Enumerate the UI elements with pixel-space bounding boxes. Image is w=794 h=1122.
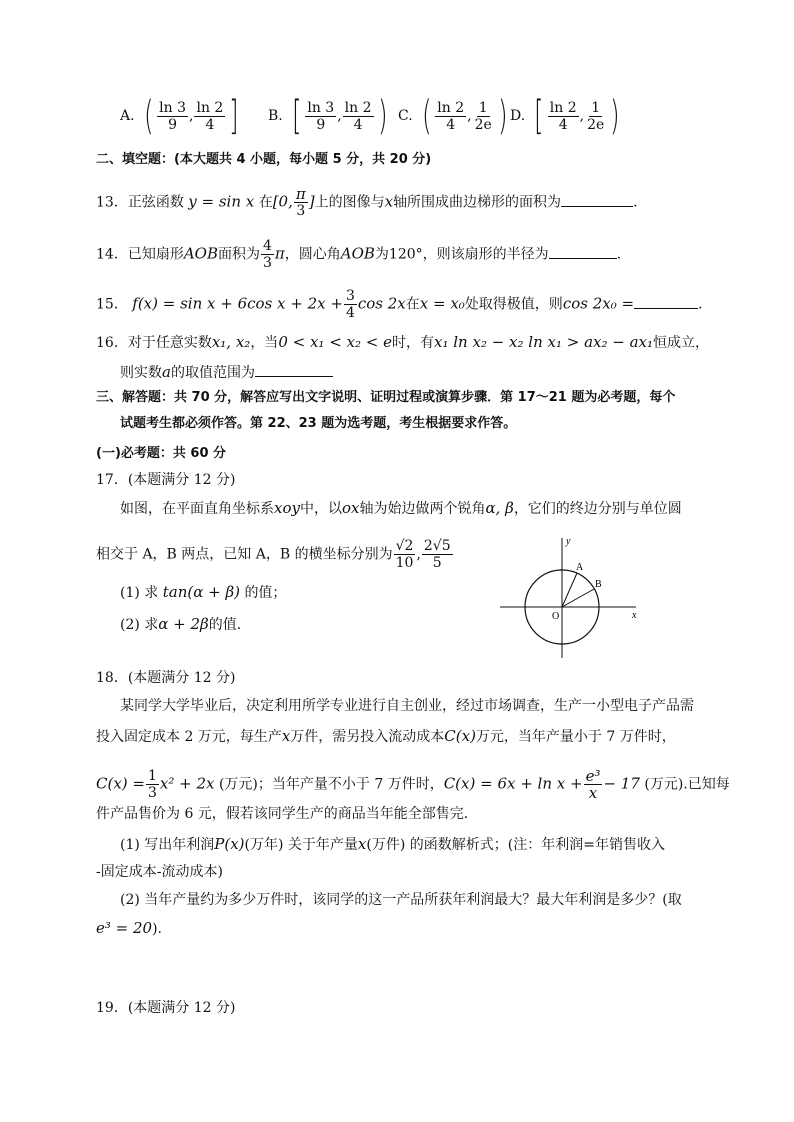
question-14: 14．已知扇形AOB面积为 $\frac{4}{3}$ π，圆心角AOB为120°，则该扇形的半径为 . <box>96 238 622 271</box>
required-questions-heading: (一)必考题：共 60 分 <box>96 446 227 461</box>
question-18-sub2-cont: e³ = 20). <box>96 919 163 937</box>
question-18-sub1-cont: -固定成本-流动成本) <box>96 864 223 880</box>
question-19-head: 19．(本题满分 12 分) <box>96 1000 236 1016</box>
fraction: $\frac{\ln 2}{4}$ <box>437 99 465 133</box>
question-18-formula-line: C(x) = $\frac{1}{3}$ x² + 2x (万元)；当年产量不小于 7 万件时，C(x) = 6x + ln x + $\frac{\text{e³}}{x}$ − 17 (万元).已知每 <box>96 767 730 802</box>
question-18-line2: 投入固定成本 2 万元，每生产x万件，需另投入流动成本C(x)万元，当年产量小于 7 万件时， <box>96 727 676 745</box>
question-17-line1: 如图，在平面直角坐标系xoy中，以ox轴为始边做两个锐角α, β，它们的终边分别与单位圆 <box>120 499 682 517</box>
option-b: B. [ $\frac{\ln 3}{9}$ , $\frac{\ln 2}{4}$ ) <box>268 93 388 139</box>
question-17-sub2: (2) 求α + 2β的值. <box>120 615 242 633</box>
question-16: 16．对于任意实数x₁, x₂，当0 < x₁ < x₂ < e时，有x₁ ln x₂ − x₂ ln x₁ > ax₂ − ax₁恒成立， <box>96 333 710 351</box>
fraction: $\frac{\ln 3}{9}$ <box>159 99 187 133</box>
question-18-line4: 件产品售价为 6 元，假若该同学生产的商品当年能全部售完. <box>96 806 469 822</box>
option-d: D. [ $\frac{\ln 2}{4}$ , $\frac{1}{2e}$ ) <box>510 93 620 139</box>
answer-blank[interactable] <box>561 192 633 207</box>
question-17-line2: 相交于 A，B 两点，已知 A，B 的横坐标分别为 $\frac{√2}{10}$ , $\frac{2√5}{5}$ <box>96 538 451 571</box>
x-axis-label: x <box>632 610 637 621</box>
unit-circle-diagram <box>496 532 646 662</box>
question-13: 13．正弦函数 y = sin x 在[0, $\frac{\pi}{3}$ ]上的图像与x轴所围成曲边梯形的面积为 . <box>96 185 638 219</box>
question-17-sub1: (1) 求 tan(α + β) 的值； <box>120 583 287 601</box>
fraction: $\frac{1}{2e}$ <box>587 99 605 133</box>
fraction: $\frac{\ln 2}{4}$ <box>549 99 577 133</box>
point-a-label: A <box>576 562 584 573</box>
section-heading-solutions-line2: 试题考生都必须作答。第 22、23 题为选考题，考生根据要求作答。 <box>120 416 517 431</box>
fraction: $\frac{\ln 2}{4}$ <box>344 99 372 133</box>
point-b-label: B <box>595 579 602 590</box>
question-15: 15． f(x) = sin x + 6cos x + 2x + $\frac{3}{4}$ cos 2x在x = x₀处取得极值，则cos 2x₀ = . <box>96 288 703 321</box>
terminal-side-b <box>562 589 594 607</box>
answer-blank[interactable] <box>255 362 333 377</box>
y-axis-label: y <box>566 536 571 547</box>
answer-blank[interactable] <box>634 294 698 309</box>
question-18-sub2: (2) 当年产量约为多少万件时，该同学的这一产品所获年利润最大？最大年利润是多少？(取 <box>120 892 682 908</box>
answer-blank[interactable] <box>549 244 617 259</box>
section-heading-fill-in: 二、填空题：(本大题共 4 小题，每小题 5 分，共 20 分) <box>96 152 432 167</box>
question-18-line1: 某同学大学毕业后，决定利用所学专业进行自主创业，经过市场调查，生产一小型电子产品需 <box>120 698 694 714</box>
question-18-sub1: (1) 写出年利润P(x)(万年) 关于年产量x(万件) 的函数解析式；(注：年利润=年销售收入 <box>120 835 665 853</box>
question-16-line2: 则实数a的取值范围为 <box>120 362 333 383</box>
section-heading-solutions: 三、解答题：共 70 分，解答应写出文字说明、证明过程或演算步骤．第 17～21 题为必考题，每个 <box>96 390 676 405</box>
question-17-head: 17．(本题满分 12 分) <box>96 472 236 488</box>
fraction: $\frac{1}{2e}$ <box>474 99 492 133</box>
option-c: C. ( $\frac{\ln 2}{4}$ , $\frac{1}{2e}$ ) <box>398 93 508 139</box>
fraction: $\frac{\ln 2}{4}$ <box>196 99 224 133</box>
origin-label: O <box>552 611 560 622</box>
option-a: A. ( $\frac{\ln 3}{9}$ , $\frac{\ln 2}{4}$ ] <box>120 93 239 139</box>
question-18-head: 18．(本题满分 12 分) <box>96 670 236 686</box>
fraction: $\frac{\ln 3}{9}$ <box>307 99 335 133</box>
terminal-side-a <box>562 573 577 607</box>
